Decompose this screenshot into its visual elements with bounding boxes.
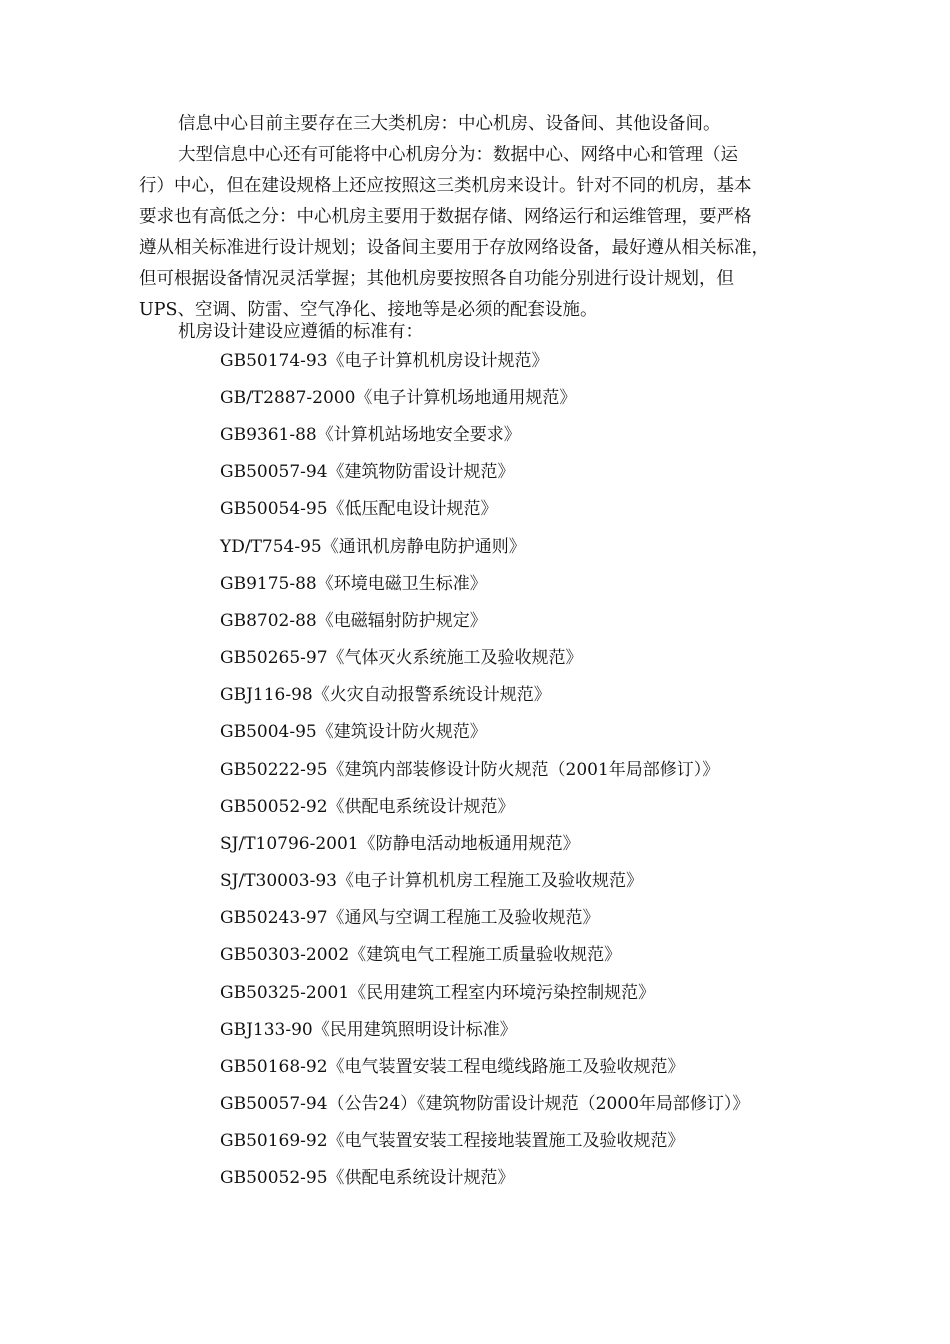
standard-text: GB50265-97《气体灭火系统施工及验收规范》	[220, 648, 583, 668]
standard-text: GB50052-92《供配电系统设计规范》	[220, 797, 515, 817]
body-paragraph-line: 要求也有高低之分：中心机房主要用于数据存储、网络运行和运维管理，要严格	[139, 207, 752, 227]
standard-text: GB50325-2001《民用建筑工程室内环境污染控制规范》	[220, 983, 656, 1003]
standard-text: GB50222-95《建筑内部装修设计防火规范（2001年局部修订）》	[220, 760, 720, 780]
standard-text: GB9175-88《环境电磁卫生标准》	[220, 574, 487, 594]
standard-text: GB/T2887-2000《电子计算机场地通用规范》	[220, 388, 577, 408]
standard-text: GB5004-95《建筑设计防火规范》	[220, 722, 487, 742]
body-paragraph-line: 行）中心，但在建设规格上还应按照这三类机房来设计。针对不同的机房，基本	[139, 176, 752, 196]
standard-text: GB50054-95《低压配电设计规范》	[220, 499, 498, 519]
standard-text: GB50243-97《通风与空调工程施工及验收规范》	[220, 908, 600, 928]
standard-text: SJ/T10796-2001《防静电活动地板通用规范》	[220, 834, 580, 854]
standard-text: SJ/T30003-93《电子计算机机房工程施工及验收规范》	[220, 871, 643, 891]
intro-paragraph-line: 信息中心目前主要存在三大类机房：中心机房、设备间、其他设备间。	[178, 114, 721, 134]
standard-text: GB50052-95《供配电系统设计规范》	[220, 1168, 515, 1188]
standard-text: GB50057-94（公告24）《建筑物防雷设计规范（2000年局部修订）》	[220, 1094, 750, 1114]
standard-text: GBJ116-98《火灾自动报警系统设计规范》	[220, 685, 551, 705]
body-paragraph-line: UPS、空调、防雷、空气净化、接地等是必须的配套设施。	[139, 300, 598, 320]
body-paragraph-line: 但可根据设备情况灵活掌握；其他机房要按照各自功能分别进行设计规划，但	[139, 269, 734, 289]
body-paragraph-line: 遵从相关标准进行设计规划；设备间主要用于存放网络设备，最好遵从相关标准，	[139, 238, 769, 258]
standard-text: GBJ133-90《民用建筑照明设计标准》	[220, 1020, 517, 1040]
standard-text: GB8702-88《电磁辐射防护规定》	[220, 611, 487, 631]
standard-text: GB50057-94《建筑物防雷设计规范》	[220, 462, 515, 482]
standard-text: GB50168-92《电气装置安装工程电缆线路施工及验收规范》	[220, 1057, 685, 1077]
list-intro-line: 机房设计建设应遵循的标准有：	[178, 322, 423, 342]
body-paragraph-line: 大型信息中心还有可能将中心机房分为：数据中心、网络中心和管理（运	[178, 145, 738, 165]
standard-text: GB50169-92《电气装置安装工程接地装置施工及验收规范》	[220, 1131, 685, 1151]
standard-text: GB50303-2002《建筑电气工程施工质量验收规范》	[220, 945, 622, 965]
standard-text: YD/T754-95《通讯机房静电防护通则》	[220, 537, 526, 557]
standard-text: GB9361-88《计算机站场地安全要求》	[220, 425, 521, 445]
standard-text: GB50174-93《电子计算机机房设计规范》	[220, 351, 549, 371]
